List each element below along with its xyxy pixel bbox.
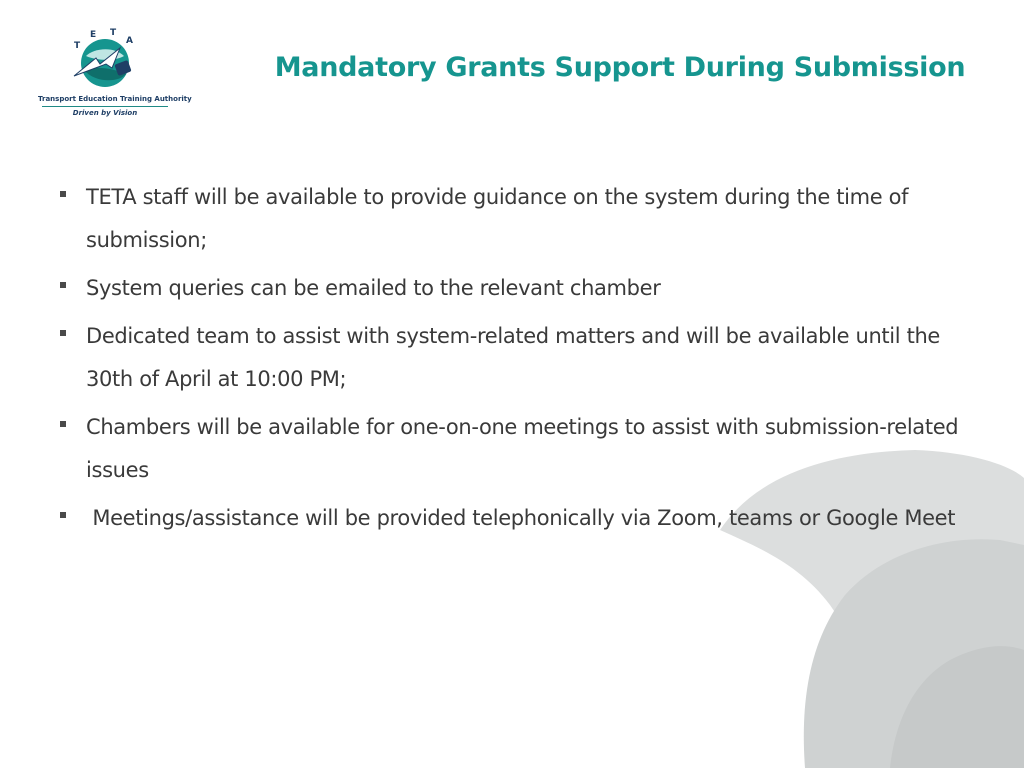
logo-divider [42, 106, 168, 107]
square-bullet-icon [60, 512, 66, 518]
bullet-item [58, 497, 978, 540]
bullet-text: TETA staff will be available to provide guidance on the system during the time of submission; [86, 185, 909, 252]
square-bullet-icon [60, 191, 66, 197]
square-bullet-icon [60, 282, 66, 288]
bullet-item [58, 267, 978, 310]
logo-letter-a: A [126, 36, 133, 46]
square-bullet-icon [60, 330, 66, 336]
logo-letter-t1: T [74, 41, 81, 51]
bullet-text: Dedicated team to assist with system-related matters and will be available until the 30th of April at 10:00 PM; [86, 324, 941, 391]
bullet-item [58, 406, 978, 492]
bullet-list [58, 176, 978, 545]
slide-title: Mandatory Grants Support During Submission [274, 52, 966, 83]
logo-org-name: Transport Education Training Authority [38, 95, 192, 103]
square-bullet-icon [60, 421, 66, 427]
bullet-text: Meetings/assistance will be provided telephonically via Zoom, teams or Google Meet [86, 506, 956, 530]
bullet-item [58, 176, 978, 262]
bullet-text: Chambers will be available for one-on-one meetings to assist with submission-related issues [86, 415, 959, 482]
logo-letter-t2: T [110, 28, 117, 38]
logo-letter-e: E [90, 30, 97, 40]
bullet-text: System queries can be emailed to the relevant chamber [86, 276, 661, 300]
logo-tagline: Driven by Vision [72, 109, 138, 117]
bullet-item [58, 315, 978, 401]
teta-logo [38, 26, 192, 122]
teta-globe-logo-icon [66, 26, 144, 92]
